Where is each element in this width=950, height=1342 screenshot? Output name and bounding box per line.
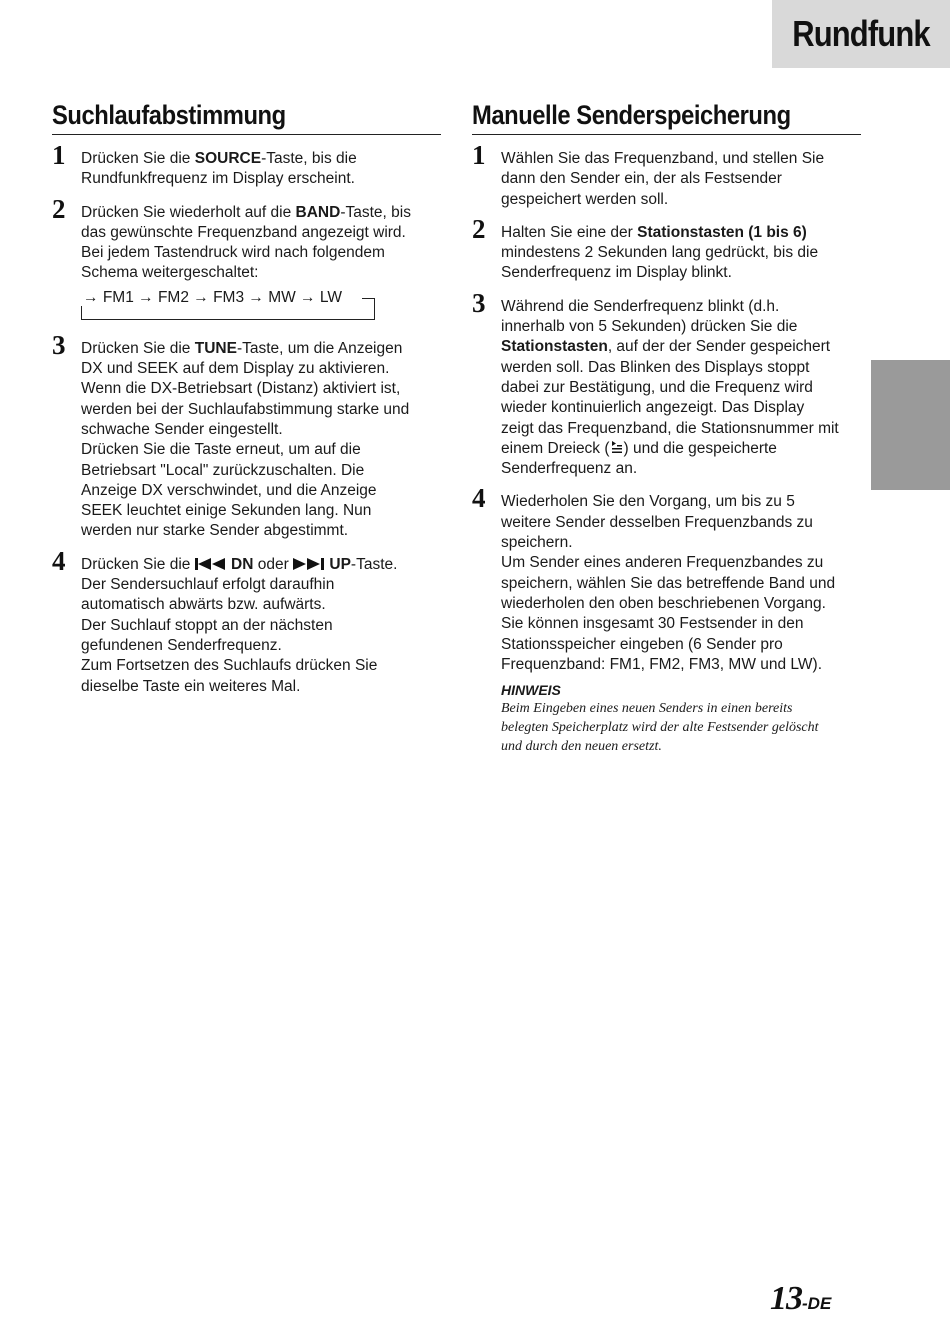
text-run: ) und die gespeicherte (623, 439, 777, 457)
step-text-line: dabei zur Bestätigung, und die Frequenz wird (501, 378, 813, 396)
skip-forward-icon (293, 558, 325, 570)
step-text-line: Wiederholen Sie den Vorgang, um bis zu 5 (501, 493, 795, 511)
step-text-line: Schema weitergeschaltet: (81, 264, 259, 282)
cycle-line (362, 298, 375, 299)
section-title-seek: Suchlaufabstimmung (52, 100, 441, 135)
step-item (52, 193, 441, 326)
step-item (472, 483, 861, 675)
step-text-line: mindestens 2 Sekunden lang gedrückt, bis die (501, 244, 819, 262)
bold-term: TUNE (194, 339, 237, 357)
step-number: 3 (472, 287, 486, 318)
step-text-line (81, 555, 441, 575)
step-text-line (501, 439, 861, 459)
step-text-line: werden nur starke Sender abgestimmt. (81, 522, 349, 540)
dn-label: DN (226, 555, 254, 573)
step-text-line (81, 339, 441, 359)
memory-triangle-icon (610, 440, 624, 454)
page-number: 13-DE (770, 1280, 832, 1317)
step-text-line: Stationsspeicher eingeben (6 Sender pro (501, 635, 783, 653)
step-text-line: dieselbe Taste ein weiteres Mal. (81, 677, 301, 695)
step-text-line: Der Suchlauf stoppt an der nächsten (81, 616, 333, 634)
step-number: 2 (52, 193, 66, 224)
band-sequence-text (81, 289, 344, 306)
note-block (472, 681, 861, 756)
text-run: Drücken Sie die (81, 150, 195, 167)
left-column (52, 100, 441, 697)
step-text-line: Frequenzband: FM1, FM2, FM3, MW und LW). (501, 655, 822, 673)
step-item (472, 287, 861, 480)
step-text-line: Der Sendersuchlauf erfolgt daraufhin (81, 576, 335, 594)
arrow-right-icon: → (83, 288, 103, 306)
step-number: 4 (472, 483, 486, 514)
step-number: 3 (52, 329, 66, 360)
step-text-line: innerhalb von 5 Sekunden) drücken Sie die (501, 318, 798, 336)
step-number: 1 (52, 140, 66, 170)
text-run: Drücken Sie die (81, 339, 195, 357)
text-run: Drücken Sie wiederholt auf die (81, 203, 296, 221)
band-label: MW (268, 288, 301, 306)
step-text-line: werden soll. Das Blinken des Displays stoppt (501, 358, 810, 376)
step-item (52, 545, 441, 697)
note-title: HINWEIS (501, 682, 561, 699)
bold-term: Stationstasten (501, 338, 608, 356)
step-item (472, 213, 861, 284)
step-text-line (81, 149, 441, 169)
step-text-line: Anzeige DX verschwindet, und die Anzeige (81, 481, 377, 499)
step-text-line: Senderfrequenz im Display blinkt. (501, 264, 732, 282)
step-text-line: Wenn die DX-Betriebsart (Distanz) aktiviert ist, (81, 380, 401, 398)
text-run: -Taste, bis (340, 203, 411, 221)
step-number: 1 (472, 140, 486, 170)
step-number: 2 (472, 213, 486, 244)
text-run: -Taste, um die Anzeigen (236, 339, 403, 357)
bold-term: SOURCE (194, 150, 262, 167)
step-text-line: Zum Fortsetzen des Suchlaufs drücken Sie (81, 657, 378, 675)
band-cycle-diagram (81, 288, 377, 326)
text-run: , auf der der Sender gespeichert (607, 338, 831, 356)
right-column (472, 100, 861, 756)
note-line: und durch den neuen ersetzt. (501, 738, 662, 754)
step-item (52, 329, 441, 542)
note-line: belegten Speicherplatz wird der alte Festsender gelöscht (501, 719, 819, 735)
step-text-line: wieder kontinuierlich angezeigt. Das Display (501, 399, 805, 417)
step-text-line: das gewünschte Frequenzband angezeigt wird. (81, 223, 406, 241)
band-label: FM1 (102, 288, 139, 306)
left-steps (52, 140, 441, 697)
step-text-line: zeigt das Frequenzband, die Stationsnummer mit (501, 419, 839, 437)
step-text-line: wiederholen den oben beschriebenen Vorgang. (501, 594, 826, 612)
section-tab: Rundfunk (772, 0, 950, 68)
step-text-line (501, 223, 861, 243)
step-text-line: speichern, wählen Sie das betreffende Band und (501, 574, 836, 592)
arrow-right-icon: → (193, 288, 214, 306)
text-run: Drücken Sie die (81, 555, 195, 573)
step-text-line: Während die Senderfrequenz blinkt (d.h. (501, 297, 780, 315)
step-text-line: dann den Sender ein, der als Festsender (501, 170, 782, 188)
step-item (472, 140, 861, 210)
text-run: -Taste. (350, 555, 398, 573)
step-text-line: automatisch abwärts bzw. aufwärts. (81, 596, 326, 614)
step-text-line: Wählen Sie das Frequenzband, und stellen Sie (501, 150, 825, 167)
step-text-line: Betriebsart "Local" zurückzuschalten. Die (81, 461, 365, 479)
text-run: -Taste, bis die (261, 150, 357, 167)
band-label: FM3 (213, 288, 249, 306)
text-run: einem Dreieck ( (501, 439, 610, 457)
text-run: oder (253, 555, 294, 573)
note-line: Beim Eingeben eines neuen Senders in einen bereits (501, 701, 793, 717)
step-text-line: Bei jedem Tastendruck wird nach folgendem (81, 244, 385, 262)
band-label: LW (319, 288, 342, 306)
step-text-line (81, 203, 441, 223)
bold-term: Stationstasten (1 bis 6) (637, 223, 807, 241)
step-item (52, 140, 441, 190)
step-text-line: Um Sender eines anderen Frequenzbandes zu (501, 554, 824, 572)
right-steps (472, 140, 861, 675)
step-text-line (501, 337, 861, 357)
step-text-line: Senderfrequenz an. (501, 460, 638, 478)
step-text-line: werden bei der Suchlaufabstimmung starke und (81, 400, 410, 418)
side-thumb-tab (871, 360, 950, 490)
step-text-line: Rundfunkfrequenz im Display erscheint. (81, 170, 355, 188)
up-label: UP (325, 555, 351, 573)
note-text (501, 700, 861, 756)
section-title-manual-memory: Manuelle Senderspeicherung (472, 100, 861, 135)
arrow-right-icon: → (300, 288, 320, 306)
step-text-line: speichern. (501, 534, 573, 552)
step-text-line: Drücken Sie die Taste erneut, um auf die (81, 441, 361, 459)
step-text-line: weitere Sender desselben Frequenzbands zu (501, 513, 813, 531)
band-label: FM2 (157, 288, 194, 306)
skip-back-icon (195, 558, 227, 570)
arrow-right-icon: → (248, 288, 269, 306)
step-text-line: DX und SEEK auf dem Display zu aktivieren. (81, 360, 390, 378)
step-text-line: Sie können insgesamt 30 Festsender in den (501, 615, 804, 633)
step-text-line: schwache Sender eingestellt. (81, 420, 283, 438)
bold-term: BAND (295, 203, 341, 221)
step-text-line: SEEK leuchtet einige Sekunden lang. Nun (81, 502, 372, 520)
text-run: Halten Sie eine der (501, 223, 638, 241)
band-sequence (81, 288, 344, 308)
step-text-line: gefundenen Senderfrequenz. (81, 636, 282, 654)
step-number: 4 (52, 545, 66, 576)
arrow-right-icon: → (138, 288, 158, 306)
step-text-line: gespeichert werden soll. (501, 190, 669, 208)
